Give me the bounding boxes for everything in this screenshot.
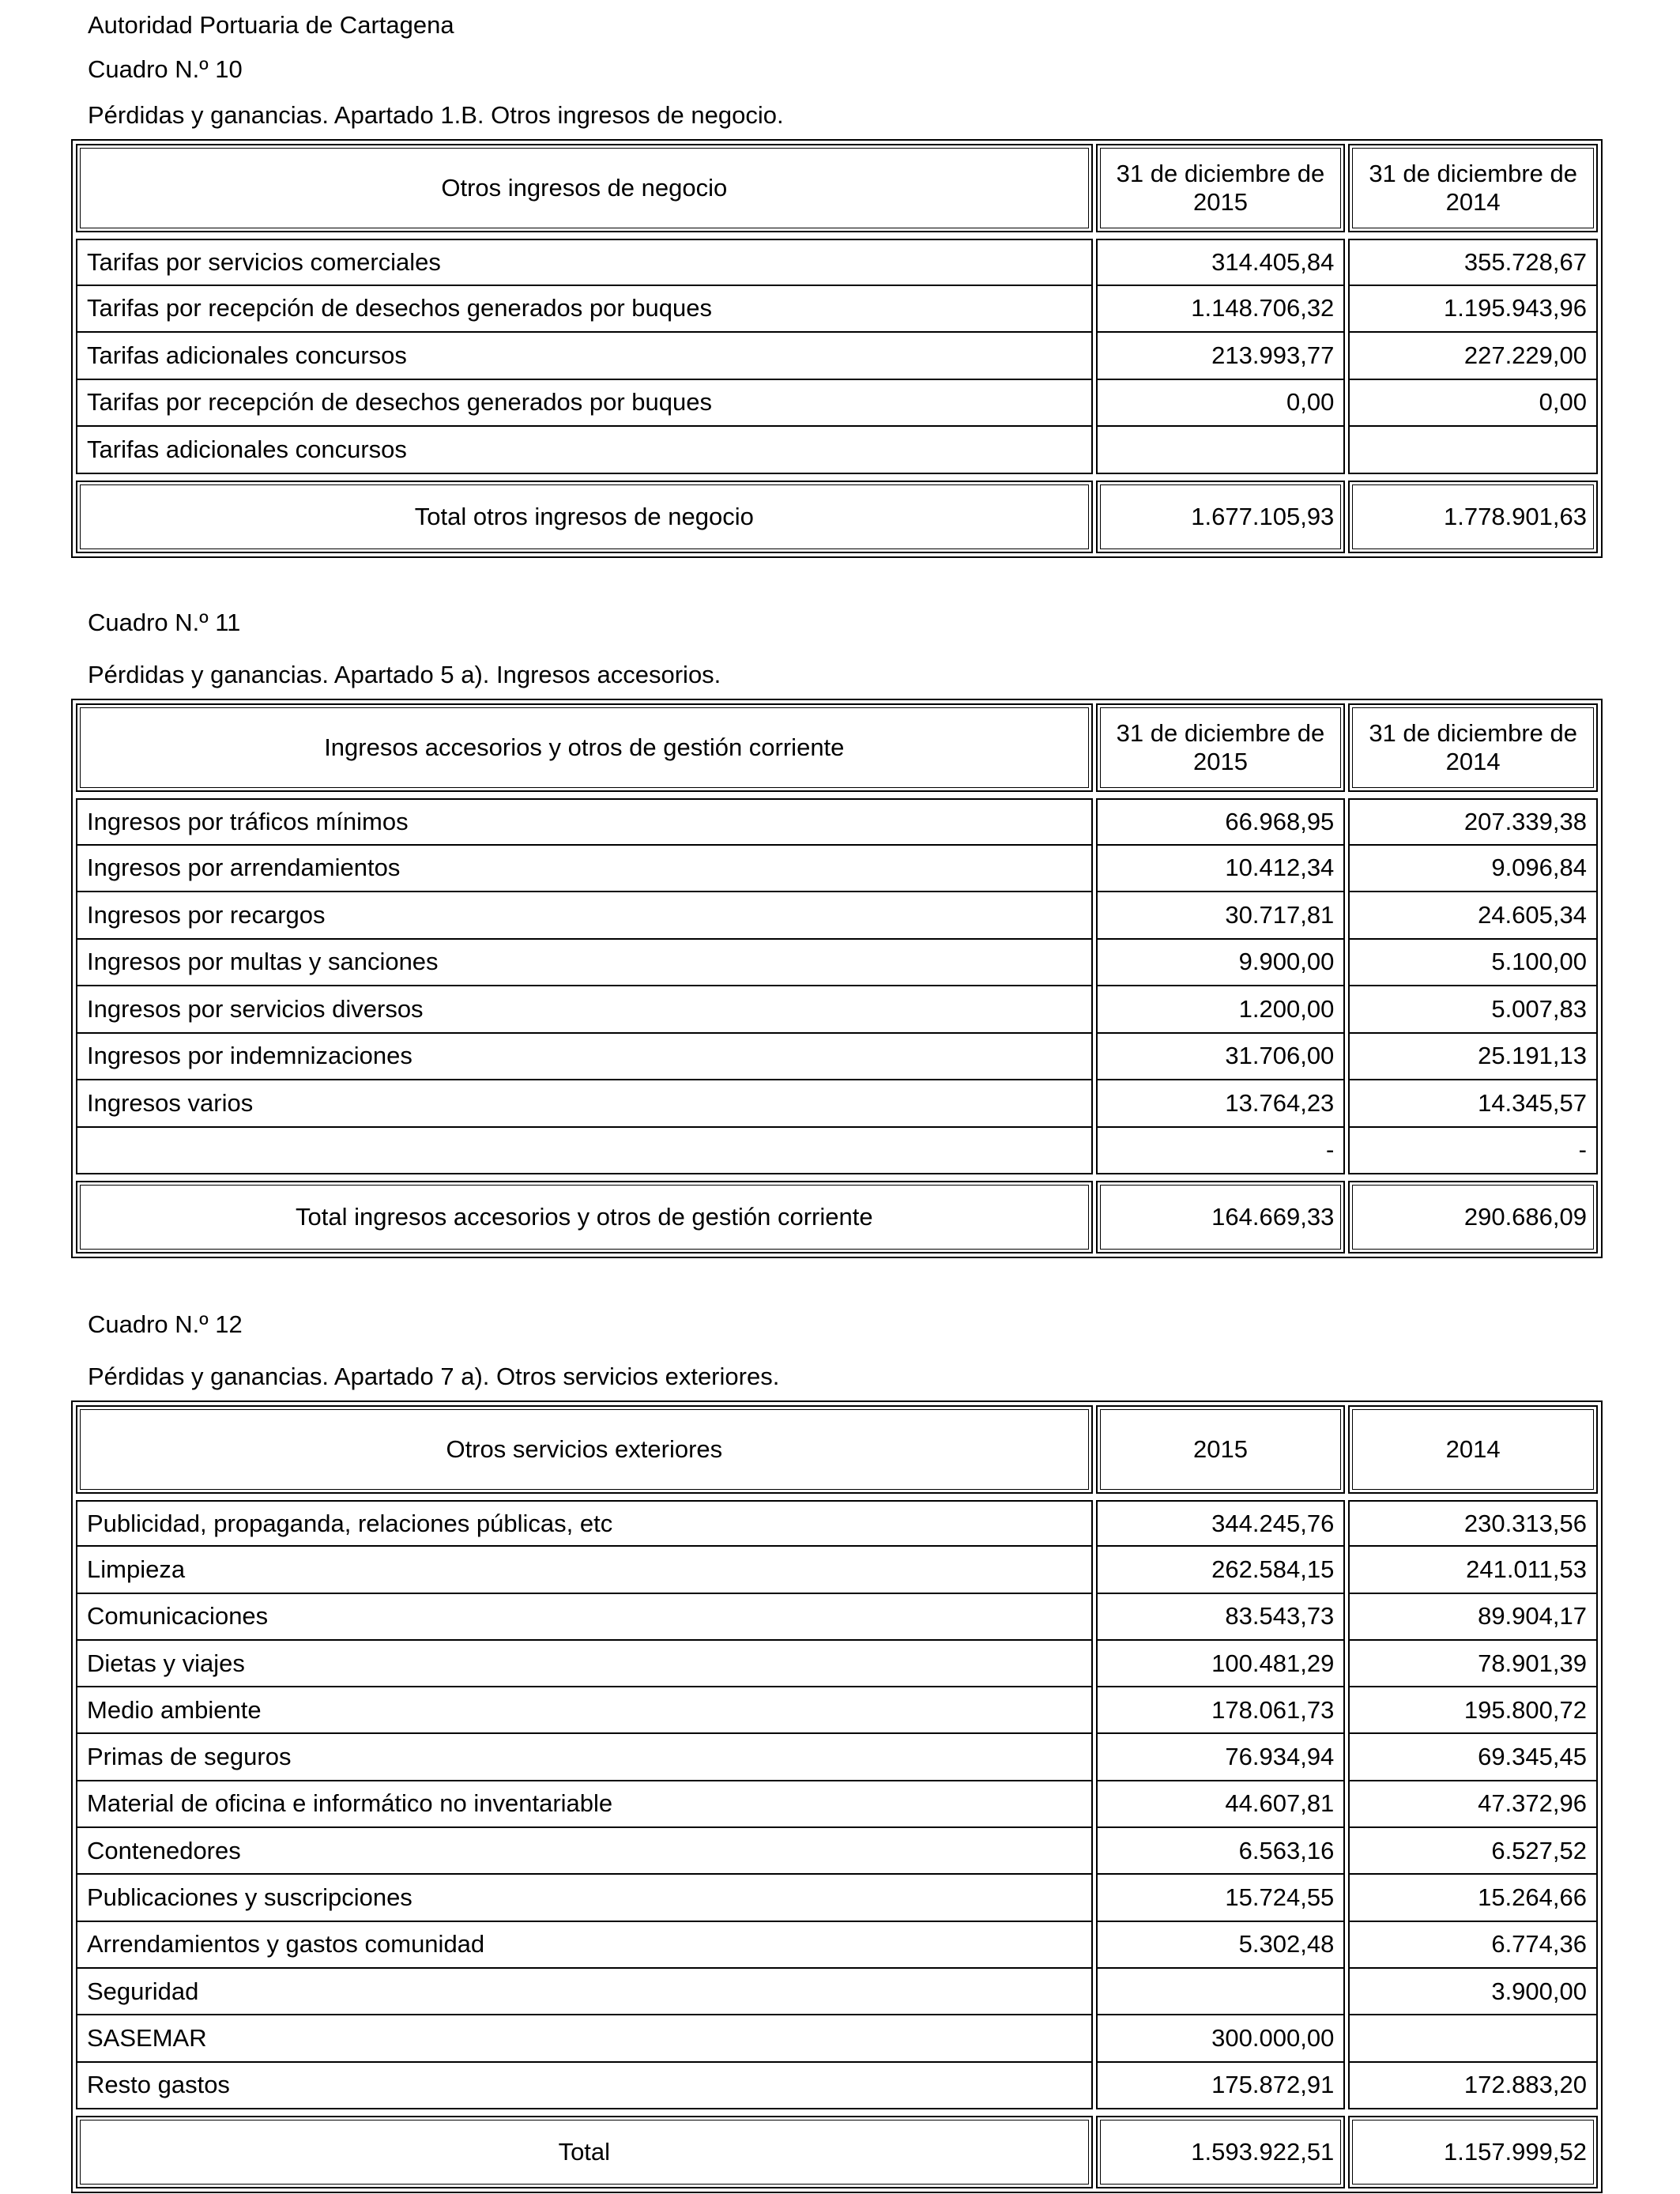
table-row [76, 1781, 1598, 1828]
table-total-row [76, 2116, 1598, 2188]
row-label: Ingresos por indemnizaciones [76, 1034, 1093, 1081]
value-2015: - [1096, 1128, 1346, 1175]
value-2015: 76.934,94 [1096, 1734, 1346, 1781]
table-row [76, 1875, 1598, 1921]
value-2014: 0,00 [1348, 380, 1598, 428]
table-row [76, 2015, 1598, 2062]
table-row [76, 286, 1598, 334]
table-row [76, 1922, 1598, 1969]
header-cell: 31 de diciembre de 2014 [1348, 703, 1598, 792]
table-total-row [76, 1181, 1598, 1253]
value-2014: 3.900,00 [1348, 1969, 1598, 2015]
table-header-row [76, 703, 1598, 792]
value-2014: 6.527,52 [1348, 1828, 1598, 1875]
table-row [76, 1500, 1598, 1547]
value-2015: 178.061,73 [1096, 1687, 1346, 1734]
cuadro-10-caption: Pérdidas y ganancias. Apartado 1.B. Otros ingresos de negocio. [88, 101, 784, 129]
value-2015: 1.148.706,32 [1096, 286, 1346, 334]
table-row [76, 1969, 1598, 2015]
row-label: Arrendamientos y gastos comunidad [76, 1922, 1093, 1969]
value-2014: 172.883,20 [1348, 2063, 1598, 2109]
cuadro-11-label: Cuadro N.º 11 [88, 609, 241, 636]
table-row [76, 2063, 1598, 2109]
header-cell: 2014 [1348, 1405, 1598, 1494]
total-2015: 1.677.105,93 [1096, 481, 1346, 553]
cuadro-12-caption: Pérdidas y ganancias. Apartado 7 a). Otros servicios exteriores. [88, 1363, 780, 1390]
total-2014: 1.157.999,52 [1348, 2116, 1598, 2188]
table-row [76, 1641, 1598, 1687]
row-label: Seguridad [76, 1969, 1093, 2015]
cuadro-11-table [71, 699, 1603, 1258]
row-label: Medio ambiente [76, 1687, 1093, 1734]
row-label [76, 1128, 1093, 1175]
header-cell: Ingresos accesorios y otros de gestión corriente [76, 703, 1093, 792]
table-row [76, 986, 1598, 1034]
value-2015: 262.584,15 [1096, 1547, 1346, 1593]
value-2015: 31.706,00 [1096, 1034, 1346, 1081]
header-cell: 2015 [1096, 1405, 1346, 1494]
row-label: Comunicaciones [76, 1594, 1093, 1641]
cuadro-10-label: Cuadro N.º 10 [88, 55, 243, 83]
total-label: Total [76, 2116, 1093, 2188]
table-row [76, 380, 1598, 428]
row-label: Resto gastos [76, 2063, 1093, 2109]
row-label: Publicidad, propaganda, relaciones públicas, etc [76, 1500, 1093, 1547]
table-row [76, 846, 1598, 893]
header-cell: 31 de diciembre de 2014 [1348, 144, 1598, 232]
total-2014: 1.778.901,63 [1348, 481, 1598, 553]
value-2014: 1.195.943,96 [1348, 286, 1598, 334]
value-2014: 227.229,00 [1348, 333, 1598, 380]
value-2015: 300.000,00 [1096, 2015, 1346, 2062]
value-2015: 9.900,00 [1096, 940, 1346, 987]
value-2014: 69.345,45 [1348, 1734, 1598, 1781]
value-2015: 66.968,95 [1096, 798, 1346, 846]
row-label: Ingresos por multas y sanciones [76, 940, 1093, 987]
row-label: Ingresos por servicios diversos [76, 986, 1093, 1034]
table-row [76, 1547, 1598, 1593]
header-cell: Otros ingresos de negocio [76, 144, 1093, 232]
table-row [76, 1734, 1598, 1781]
value-2014: 47.372,96 [1348, 1781, 1598, 1828]
table-row [76, 1594, 1598, 1641]
value-2015 [1096, 427, 1346, 474]
row-label: Ingresos por recargos [76, 892, 1093, 940]
table-row [76, 427, 1598, 474]
value-2014: 9.096,84 [1348, 846, 1598, 893]
row-label: Ingresos varios [76, 1080, 1093, 1128]
table-row [76, 1034, 1598, 1081]
total-2014: 290.686,09 [1348, 1181, 1598, 1253]
cuadro-10-table [71, 139, 1603, 558]
row-label: Tarifas por recepción de desechos generados por buques [76, 380, 1093, 428]
value-2014: 195.800,72 [1348, 1687, 1598, 1734]
value-2015: 10.412,34 [1096, 846, 1346, 893]
row-label: Tarifas adicionales concursos [76, 427, 1093, 474]
row-label: Tarifas por recepción de desechos generados por buques [76, 286, 1093, 334]
row-label: Limpieza [76, 1547, 1093, 1593]
table-row [76, 1828, 1598, 1875]
table-row [76, 1080, 1598, 1128]
value-2015: 1.200,00 [1096, 986, 1346, 1034]
table-row [76, 333, 1598, 380]
value-2014: 25.191,13 [1348, 1034, 1598, 1081]
value-2015: 213.993,77 [1096, 333, 1346, 380]
value-2015: 344.245,76 [1096, 1500, 1346, 1547]
table-header-row [76, 1405, 1598, 1494]
total-2015: 164.669,33 [1096, 1181, 1346, 1253]
value-2015: 175.872,91 [1096, 2063, 1346, 2109]
total-label: Total otros ingresos de negocio [76, 481, 1093, 553]
row-label: Material de oficina e informático no inventariable [76, 1781, 1093, 1828]
value-2015: 100.481,29 [1096, 1641, 1346, 1687]
value-2015: 83.543,73 [1096, 1594, 1346, 1641]
value-2014: 15.264,66 [1348, 1875, 1598, 1921]
value-2015: 44.607,81 [1096, 1781, 1346, 1828]
table-row [76, 1128, 1598, 1175]
value-2014: 207.339,38 [1348, 798, 1598, 846]
value-2015: 6.563,16 [1096, 1828, 1346, 1875]
org-title: Autoridad Portuaria de Cartagena [88, 11, 454, 39]
value-2015: 5.302,48 [1096, 1922, 1346, 1969]
cuadro-12-table [71, 1400, 1603, 2193]
row-label: Ingresos por tráficos mínimos [76, 798, 1093, 846]
value-2014 [1348, 2015, 1598, 2062]
row-label: Dietas y viajes [76, 1641, 1093, 1687]
row-label: Tarifas por servicios comerciales [76, 239, 1093, 286]
row-label: Ingresos por arrendamientos [76, 846, 1093, 893]
value-2014: 241.011,53 [1348, 1547, 1598, 1593]
table-row [76, 798, 1598, 846]
value-2014: 355.728,67 [1348, 239, 1598, 286]
row-label: Tarifas adicionales concursos [76, 333, 1093, 380]
table-row [76, 892, 1598, 940]
value-2014: 5.100,00 [1348, 940, 1598, 987]
value-2015: 15.724,55 [1096, 1875, 1346, 1921]
value-2014: 89.904,17 [1348, 1594, 1598, 1641]
value-2015: 0,00 [1096, 380, 1346, 428]
header-cell: Otros servicios exteriores [76, 1405, 1093, 1494]
value-2014: 78.901,39 [1348, 1641, 1598, 1687]
row-label: Contenedores [76, 1828, 1093, 1875]
value-2014: 5.007,83 [1348, 986, 1598, 1034]
value-2015 [1096, 1969, 1346, 2015]
total-label: Total ingresos accesorios y otros de gestión corriente [76, 1181, 1093, 1253]
row-label: SASEMAR [76, 2015, 1093, 2062]
header-cell: 31 de diciembre de 2015 [1096, 144, 1346, 232]
value-2014 [1348, 427, 1598, 474]
value-2015: 314.405,84 [1096, 239, 1346, 286]
row-label: Publicaciones y suscripciones [76, 1875, 1093, 1921]
value-2014: 14.345,57 [1348, 1080, 1598, 1128]
value-2014: 6.774,36 [1348, 1922, 1598, 1969]
cuadro-11-caption: Pérdidas y ganancias. Apartado 5 a). Ingresos accesorios. [88, 661, 721, 688]
total-2015: 1.593.922,51 [1096, 2116, 1346, 2188]
value-2015: 30.717,81 [1096, 892, 1346, 940]
table-row [76, 1687, 1598, 1734]
table-header-row [76, 144, 1598, 232]
cuadro-12-label: Cuadro N.º 12 [88, 1310, 243, 1338]
value-2014: - [1348, 1128, 1598, 1175]
value-2015: 13.764,23 [1096, 1080, 1346, 1128]
table-total-row [76, 481, 1598, 553]
value-2014: 24.605,34 [1348, 892, 1598, 940]
row-label: Primas de seguros [76, 1734, 1093, 1781]
table-row [76, 940, 1598, 987]
value-2014: 230.313,56 [1348, 1500, 1598, 1547]
table-row [76, 239, 1598, 286]
header-cell: 31 de diciembre de 2015 [1096, 703, 1346, 792]
